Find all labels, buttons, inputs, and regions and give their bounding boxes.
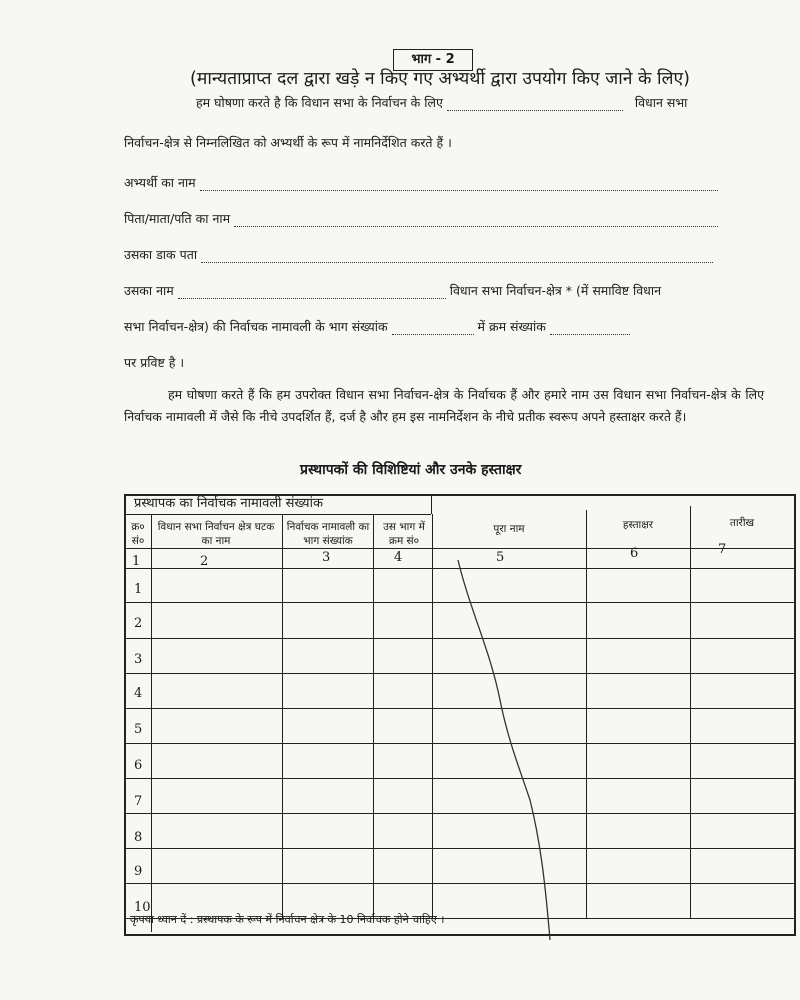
col-fullname-header: पूरा नाम bbox=[493, 523, 525, 535]
declaration-line-2: निर्वाचन-क्षेत्र से निम्नलिखित को अभ्यर्थी के रूप में नामनिर्देशित करते हैं । bbox=[124, 135, 452, 150]
row-number: 6 bbox=[134, 758, 143, 773]
proposers-table bbox=[124, 494, 796, 936]
declaration-line-1 bbox=[196, 94, 687, 111]
col-number: 7 bbox=[718, 542, 727, 557]
constituency-label: विधान सभा निर्वाचन-क्षेत्र * (में समाविष्ट विधान bbox=[449, 283, 662, 298]
form-subtitle: (मान्यताप्राप्त दल द्वारा खड़े न किए गए अभ्यर्थी द्वारा उपयोग किए जाने के लिए) bbox=[190, 69, 690, 89]
roll-part-row bbox=[124, 318, 630, 335]
line1-suffix: विधान सभा bbox=[634, 95, 688, 110]
postal-address-label: उसका डाक पता bbox=[124, 247, 198, 262]
col-number: 2 bbox=[200, 554, 209, 569]
col-number: 1 bbox=[132, 554, 141, 569]
col-number: 6 bbox=[630, 546, 639, 561]
candidate-name-label: अभ्यर्थी का नाम bbox=[124, 175, 196, 190]
row-number: 9 bbox=[134, 864, 143, 879]
his-name-field[interactable] bbox=[178, 286, 446, 299]
row-number: 3 bbox=[134, 652, 143, 667]
entered-text: पर प्रविष्ट है । bbox=[124, 355, 185, 370]
roll-part-label: सभा निर्वाचन-क्षेत्र) की निर्वाचक नामावली के भाग संख्यांक bbox=[124, 319, 388, 334]
parent-name-label: पिता/माता/पति का नाम bbox=[124, 211, 231, 226]
footer-note: कृपया ध्यान दें : प्रस्थापक के रूप में निर्वाचन क्षेत्र के 10 निर्वाचक होने चाहिए । bbox=[130, 913, 445, 926]
row-number: 5 bbox=[134, 722, 143, 737]
col-number: 3 bbox=[322, 550, 331, 565]
parent-name-row bbox=[124, 210, 718, 227]
roll-part-field[interactable] bbox=[392, 322, 474, 335]
row-number: 1 bbox=[134, 582, 143, 597]
row-number: 4 bbox=[134, 686, 143, 701]
row-number: 2 bbox=[134, 616, 143, 631]
col-roll-part-header: निर्वाचक नामावली का भाग संख्यांक bbox=[286, 521, 370, 547]
row-number: 7 bbox=[134, 794, 143, 809]
his-name-row bbox=[124, 282, 661, 299]
serial-field[interactable] bbox=[550, 322, 630, 335]
col-number: 5 bbox=[496, 550, 505, 565]
col-constituency-header: विधान सभा निर्वाचन क्षेत्र घटक का नाम bbox=[157, 521, 275, 547]
col-number: 4 bbox=[394, 550, 403, 565]
group-header: प्रस्थापक का निर्वाचक नामावली संख्यांक bbox=[134, 496, 323, 511]
col-signature-header: हस्ताक्षर bbox=[622, 519, 654, 531]
candidate-name-row bbox=[124, 174, 718, 191]
candidate-name-field[interactable] bbox=[200, 178, 718, 191]
col-serial-header: क्र० सं० bbox=[131, 521, 145, 547]
col-roll-serial-header: उस भाग में क्रम सं० bbox=[383, 521, 425, 547]
part-label: भाग - 2 bbox=[393, 49, 473, 71]
parent-name-field[interactable] bbox=[234, 214, 718, 227]
row-number: 8 bbox=[134, 830, 143, 845]
postal-address-field[interactable] bbox=[201, 250, 713, 263]
row-number: 10 bbox=[134, 900, 151, 915]
serial-label: में क्रम संख्यांक bbox=[477, 319, 546, 334]
declaration-paragraph: हम घोषणा करते हैं कि हम उपरोक्त विधान सभा निर्वाचन-क्षेत्र के निर्वाचक हैं और हमारे नाम उस विधान सभा निर्वाचन-क्षेत्र के लिए निर्वाचक नामावली में जैसे कि नीचे उपदर्शित हैं, दर्ज है और हम इस नामनिर्देशन के नीचे प्रतीक स्वरूप अपने हस्ताक्षर करते हैं। bbox=[124, 387, 764, 424]
postal-address-row bbox=[124, 246, 713, 263]
assembly-field[interactable] bbox=[447, 98, 623, 111]
line1-text: हम घोषणा करते है कि विधान सभा के निर्वाचन के लिए bbox=[196, 95, 443, 110]
proposers-title: प्रस्थापकों की विशिष्टियां और उनके हस्ताक्षर bbox=[300, 462, 522, 478]
col-date-header: तारीख bbox=[729, 517, 755, 529]
his-name-label: उसका नाम bbox=[124, 283, 174, 298]
